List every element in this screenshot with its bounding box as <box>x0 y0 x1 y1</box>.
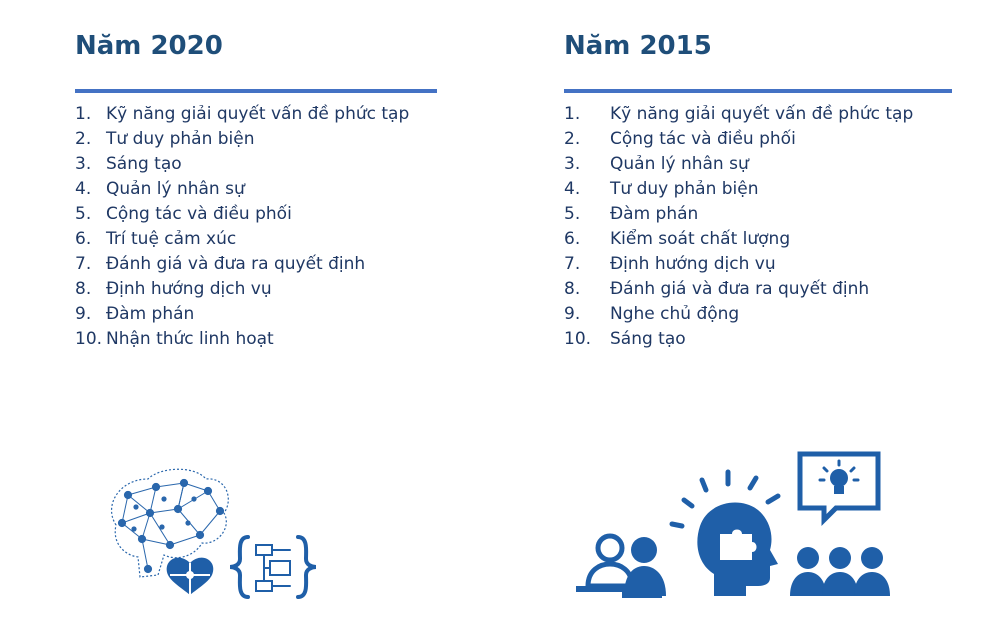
list-item: 5. Cộng tác và điều phối <box>75 204 292 224</box>
list-item: 7. Định hướng dịch vụ <box>564 254 776 274</box>
list-item: 1. Kỹ năng giải quyết vấn đề phức tạp <box>564 104 914 124</box>
person-at-desk-icon <box>576 536 666 598</box>
heart-puzzle-icon <box>167 558 214 595</box>
list-item: 9. Nghe chủ động <box>564 304 740 324</box>
list-item: 8. Đánh giá và đưa ra quyết định <box>564 279 870 299</box>
list-item: 4. Tư duy phản biện <box>564 179 759 199</box>
list-item: 9. Đàm phán <box>75 304 195 324</box>
icons-2015 <box>574 446 904 606</box>
column-title: Năm 2020 <box>75 31 223 61</box>
list-item: 3. Sáng tạo <box>75 154 182 174</box>
icons-2020 <box>98 465 318 600</box>
list-item: 10. Sáng tạo <box>564 329 686 349</box>
list-item: 8. Định hướng dịch vụ <box>75 279 272 299</box>
presentation-idea-icon <box>790 454 890 596</box>
column-title: Năm 2015 <box>564 31 712 61</box>
skills-list <box>75 102 409 352</box>
list-item: 6. Trí tuệ cảm xúc <box>75 229 237 249</box>
list-item: 6. Kiểm soát chất lượng <box>564 229 791 249</box>
divider <box>75 89 437 93</box>
skills-list <box>564 102 913 352</box>
list-item: 10. Nhận thức linh hoạt <box>75 329 274 349</box>
list-item: 5. Đàm phán <box>564 204 699 224</box>
brain-network-icon <box>112 469 229 577</box>
list-item: 3. Quản lý nhân sự <box>564 154 749 174</box>
list-item: 2. Cộng tác và điều phối <box>564 129 796 149</box>
divider <box>564 89 952 93</box>
head-puzzle-icon <box>672 472 778 596</box>
list-item: 1. Kỹ năng giải quyết vấn đề phức tạp <box>75 104 410 124</box>
code-braces-icon <box>230 537 316 597</box>
list-item: 2. Tư duy phản biện <box>75 129 255 149</box>
list-item: 4. Quản lý nhân sự <box>75 179 245 199</box>
list-item: 7. Đánh giá và đưa ra quyết định <box>75 254 366 274</box>
